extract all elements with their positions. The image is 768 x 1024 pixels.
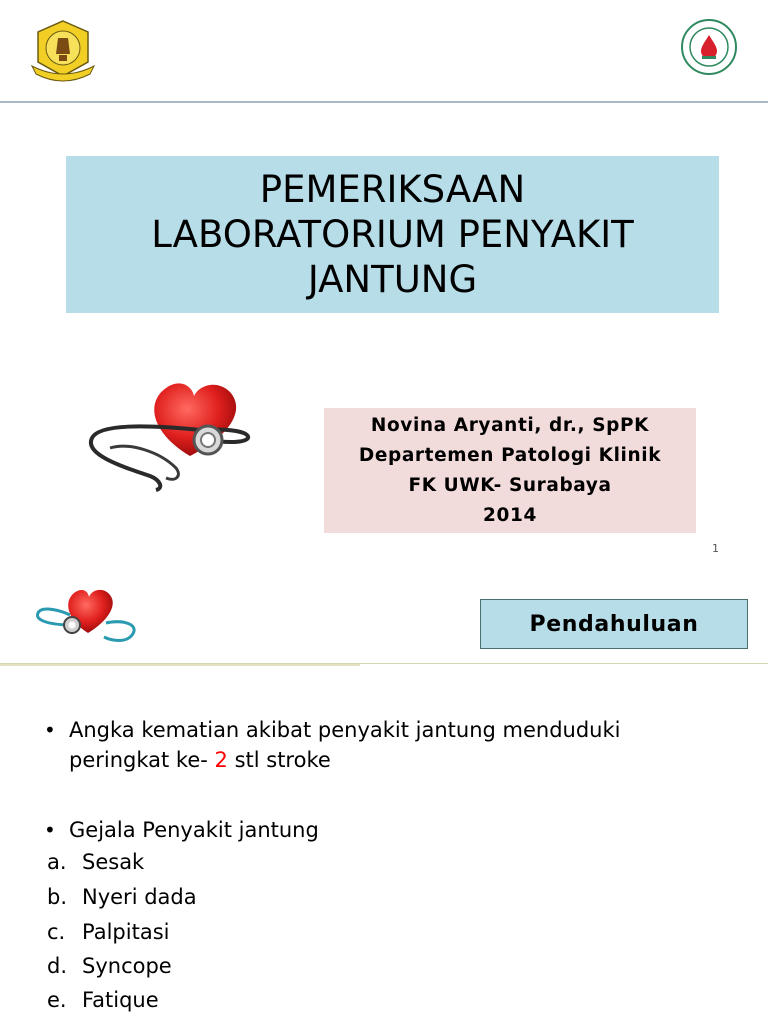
bullet-icon: • bbox=[44, 718, 56, 742]
bullet-icon: • bbox=[44, 818, 56, 842]
heart-stethoscope-icon bbox=[80, 372, 258, 494]
rank-highlight: 2 bbox=[214, 748, 228, 772]
bullet-2: Gejala Penyakit jantung bbox=[69, 818, 319, 842]
title-line-2: LABORATORIUM PENYAKIT bbox=[151, 213, 634, 256]
page-number: 1 bbox=[712, 542, 719, 555]
author-box bbox=[324, 408, 696, 533]
slide-2 bbox=[0, 575, 768, 1024]
section-title: Pendahuluan bbox=[529, 611, 699, 637]
heart-stethoscope-icon bbox=[32, 585, 142, 649]
author-department: Departemen Patologi Klinik bbox=[358, 444, 662, 466]
list-item: e. Fatique bbox=[47, 988, 159, 1012]
section-title-box bbox=[480, 599, 748, 649]
university-logo-icon bbox=[28, 18, 98, 84]
header-divider bbox=[0, 101, 768, 103]
title-box bbox=[66, 156, 719, 313]
list-item: b. Nyeri dada bbox=[47, 885, 197, 909]
bullet-1-line-1: Angka kematian akibat penyakit jantung menduduki bbox=[69, 718, 621, 742]
list-item: d. Syncope bbox=[47, 954, 172, 978]
list-item: c. Palpitasi bbox=[47, 920, 170, 944]
title-line-1: PEMERIKSAAN bbox=[259, 168, 526, 211]
author-year: 2014 bbox=[483, 504, 537, 526]
author-institution: FK UWK- Surabaya bbox=[408, 474, 612, 496]
slide-divider-accent bbox=[0, 664, 360, 666]
author-name: Novina Aryanti, dr., SpPK bbox=[370, 414, 650, 436]
hospital-logo-icon bbox=[680, 18, 738, 76]
list-item: a. Sesak bbox=[47, 850, 145, 874]
title-line-3: JANTUNG bbox=[307, 258, 478, 301]
bullet-1-line-2: peringkat ke- 2 stl stroke bbox=[69, 748, 331, 772]
